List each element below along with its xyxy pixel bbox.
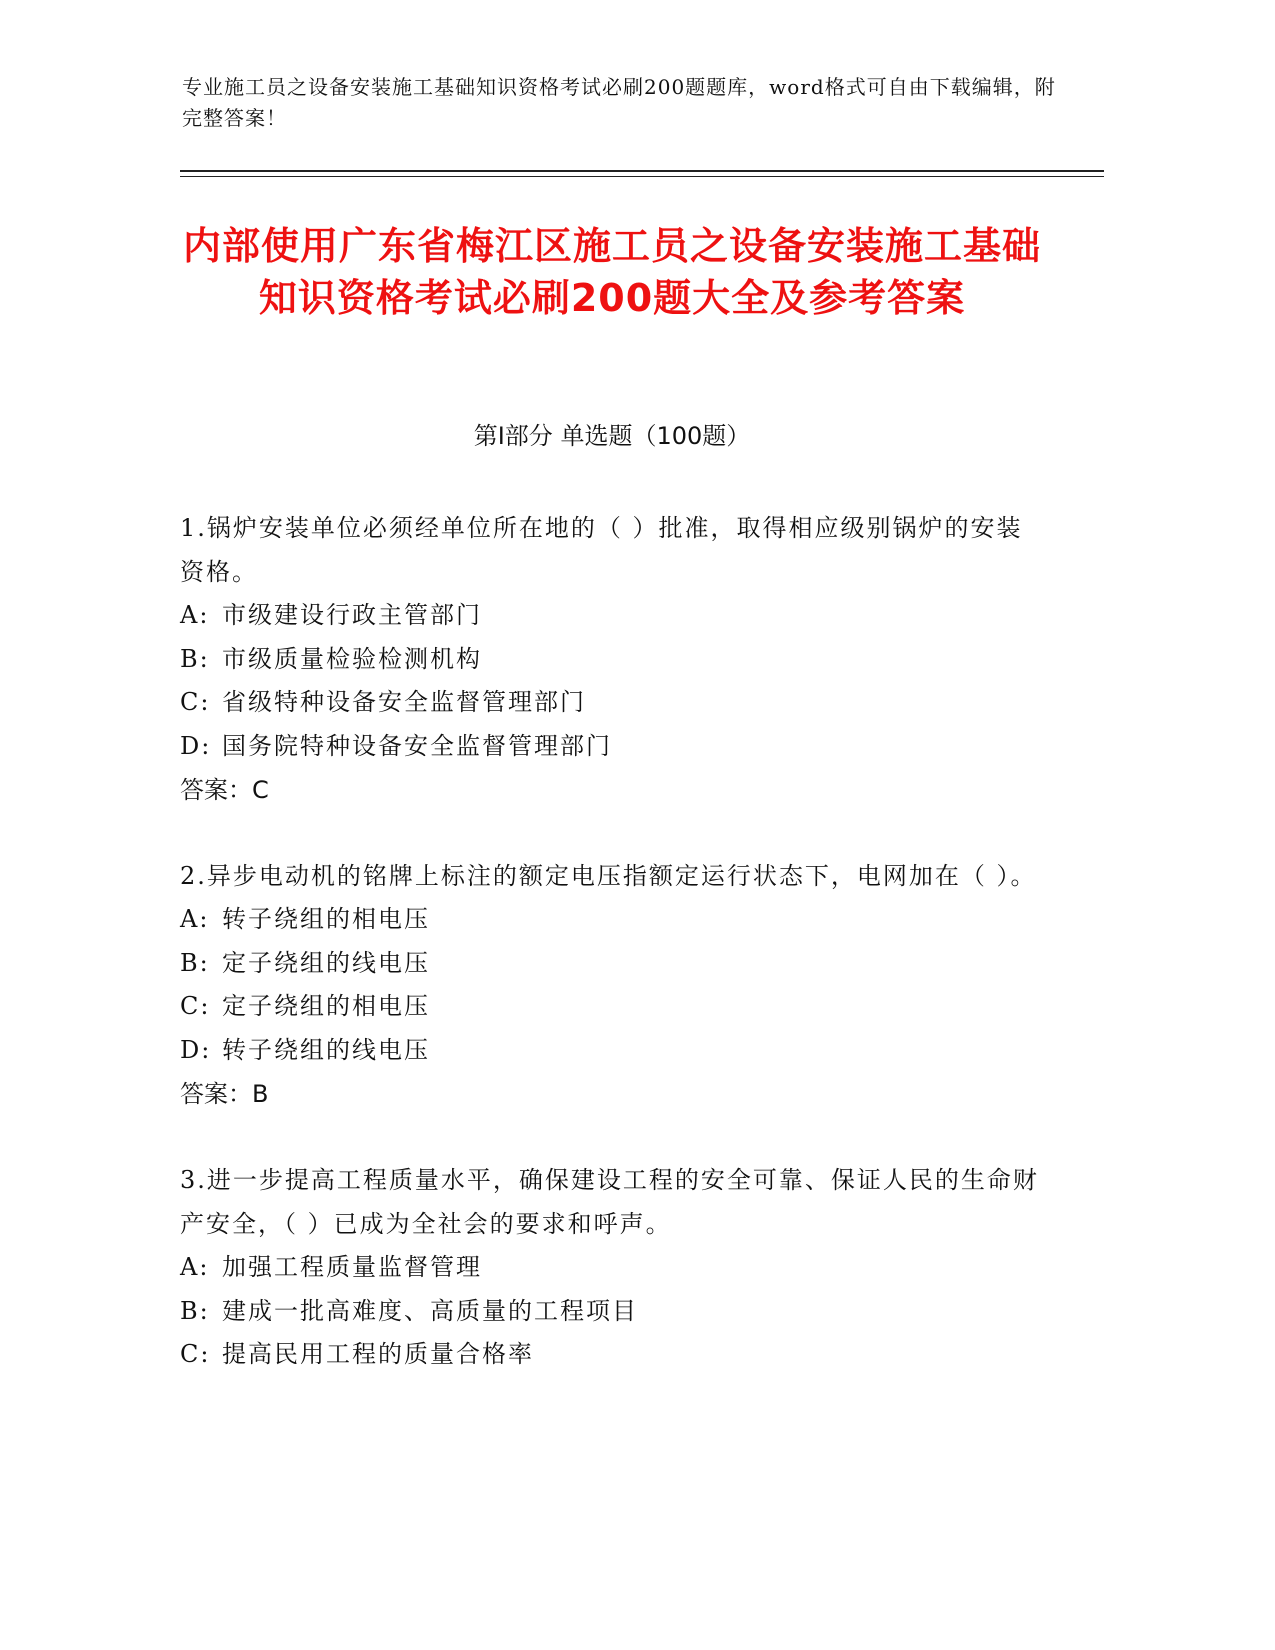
option-b xyxy=(180,1290,1040,1334)
option-text: 国务院特种设备安全监督管理部门 xyxy=(222,731,612,760)
question-text: 3.进一步提高工程质量水平，确保建设工程的安全可靠、保证人民的生命财产安全，（ ）已成为全社会的要求和呼声。 xyxy=(180,1166,1039,1238)
option-c xyxy=(180,1333,1040,1377)
answer-label: 答案： xyxy=(180,1080,252,1108)
question-text: 2.异步电动机的铭牌上标注的额定电压指额定运行状态下，电网加在（ ）。 xyxy=(180,862,1037,890)
option-c xyxy=(180,681,1040,725)
option-a xyxy=(180,898,1040,942)
question-2 xyxy=(180,854,1040,1116)
option-text: 定子绕组的线电压 xyxy=(222,948,430,977)
option-letter: D: xyxy=(180,1035,212,1064)
option-c xyxy=(180,985,1040,1029)
answer-label: 答案： xyxy=(180,776,252,804)
option-b xyxy=(180,942,1040,986)
question-list xyxy=(180,506,1040,1419)
option-letter: A: xyxy=(180,905,210,933)
option-letter: A: xyxy=(180,601,210,629)
option-letter: D: xyxy=(180,731,212,760)
option-letter: C: xyxy=(180,688,211,716)
option-b xyxy=(180,638,1040,682)
document-title: 内部使用广东省梅江区施工员之设备安装施工基础知识资格考试必刷200题大全及参考答案 xyxy=(182,224,1041,320)
option-text: 提高民用工程的质量合格率 xyxy=(222,1340,534,1368)
option-letter: C: xyxy=(180,1340,211,1368)
option-letter: B: xyxy=(180,644,210,673)
option-text: 加强工程质量监督管理 xyxy=(222,1253,482,1281)
answer-line xyxy=(180,1072,1040,1116)
option-letter: B: xyxy=(180,948,210,977)
option-text: 市级建设行政主管部门 xyxy=(222,601,482,629)
option-d xyxy=(180,725,1040,769)
option-text: 定子绕组的相电压 xyxy=(222,992,430,1020)
option-letter: C: xyxy=(180,992,211,1020)
option-letter: A: xyxy=(180,1253,210,1281)
option-a xyxy=(180,594,1040,638)
header-divider-thin xyxy=(180,176,1104,177)
option-text: 省级特种设备安全监督管理部门 xyxy=(222,688,586,716)
option-text: 转子绕组的相电压 xyxy=(222,905,430,933)
option-text: 建成一批高难度、高质量的工程项目 xyxy=(222,1296,638,1325)
option-text: 市级质量检验检测机构 xyxy=(222,644,482,673)
answer-value: C xyxy=(252,776,269,804)
answer-value: B xyxy=(252,1080,269,1108)
option-text: 转子绕组的线电压 xyxy=(222,1035,430,1064)
question-3 xyxy=(180,1158,1040,1377)
option-a xyxy=(180,1246,1040,1290)
answer-line xyxy=(180,768,1040,812)
section-title: 第Ⅰ部分 单选题（100题） xyxy=(473,422,751,450)
option-letter: B: xyxy=(180,1296,210,1325)
question-text: 1.锅炉安装单位必须经单位所在地的（ ）批准，取得相应级别锅炉的安装资格。 xyxy=(180,514,1023,586)
option-d xyxy=(180,1029,1040,1073)
question-1 xyxy=(180,506,1040,812)
header-divider-thick xyxy=(180,170,1104,172)
header-note: 专业施工员之设备安装施工基础知识资格考试必刷200题题库，word格式可自由下载编辑，附完整答案！ xyxy=(182,75,1056,130)
